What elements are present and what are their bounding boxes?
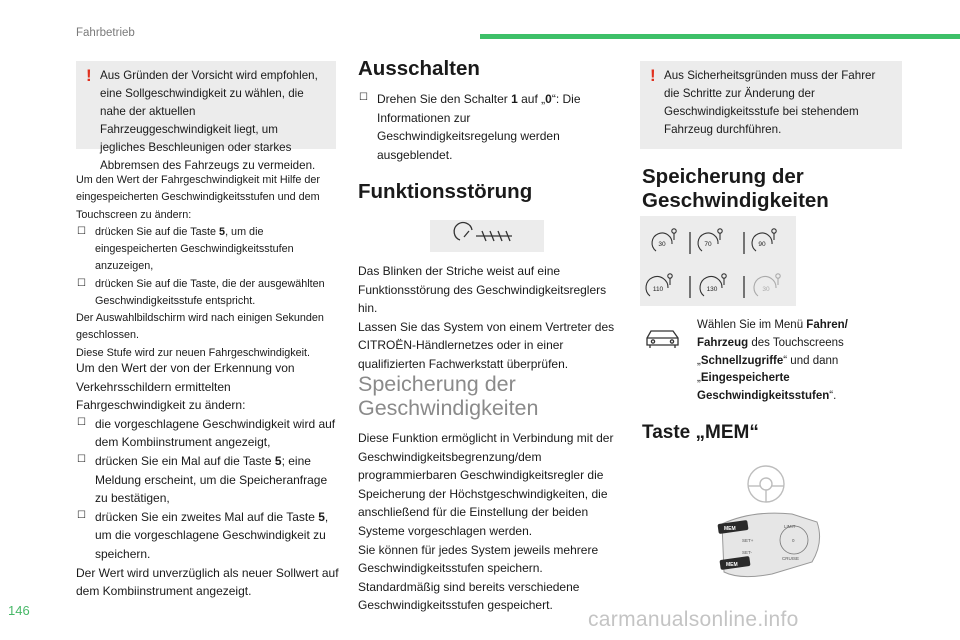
paragraph: Der Wert wird unverzüglich als neuer Sollwert auf dem Kombiinstrument angezeigt. [76,565,339,599]
bullet-checkbox-icon: ☐ [359,92,368,103]
speed-value: 30 [762,286,770,293]
touchscreen-instructions [76,172,338,362]
bullet-checkbox-icon: ☐ [77,509,86,521]
speed-value: 30 [658,241,666,248]
heading-speicherung-2: Speicherung der Geschwindigkeiten [642,165,829,212]
stalk-label: MEM [724,526,736,532]
paragraph: Standardmäßig sind bereits verschiedene Geschwindigkeitsstufen gespeichert. [358,579,580,613]
warning-text: Aus Gründen der Vorsicht wird empfohlen, eine Sollgeschwindigkeit zu wählen, die nahe der aktuellen Fahrzeuggeschwindigkeit liegt, um jegliches Beschleunigen oder starkes Abbremsen des Fahrzeugs zu vermeiden. [100,69,318,172]
section-rule [480,34,960,39]
heading-taste-mem: Taste „MEM“ [642,422,759,443]
malfunction-indicator-panel [430,220,544,252]
speed-presets-panel [640,216,796,306]
stalk-label: 0 [792,538,795,543]
paragraph: Lassen Sie das System von einem Vertreter des CITROËN-Händlernetzes oder in einer qualifizierten Fachwerkstatt überprüfen. [358,319,615,371]
bullet-checkbox-icon: ☐ [77,277,86,289]
paragraph: Um den Wert der von der Erkennung von Verkehrsschildern ermittelten Fahrgeschwindigkeit zu ändern: [76,361,295,413]
speed-value: 130 [706,286,718,293]
warning-icon: ! [650,66,656,85]
heading-funktionsstoerung: Funktionsstörung [358,180,533,203]
bullet-checkbox-icon: ☐ [77,416,86,428]
list-item: ☐ drücken Sie auf die Taste, die der ausgewählten Geschwindigkeitsstufe entspricht. [77,277,325,307]
sign-recognition-instructions [76,359,341,601]
watermark: carmanualsonline.info [588,608,799,631]
paragraph: Sie können für jedes System jeweils mehrere Geschwindigkeitsstufen speichern. [358,542,599,576]
stalk-label: LIMIT [784,524,796,529]
warning-text: Aus Sicherheitsgründen muss der Fahrer die Schritte zur Änderung der Geschwindigkeitsstufe bei stehendem Fahrzeug durchführen. [664,69,876,136]
stalk-label: SET+ [742,538,754,543]
menu-instruction: Wählen Sie im Menü Fahren/ Fahrzeug des Touchscreens „Schnellzugriffe“ und dann „Eingespeicherte Geschwindigkeitsstufen“. [697,319,848,403]
list-item: ☐ drücken Sie ein zweites Mal auf die Taste 5, um die vorgeschlagene Geschwindigkeit zu speichern. [77,509,329,561]
bullet-checkbox-icon: ☐ [77,225,86,237]
warning-icon: ! [86,66,92,85]
vehicle-menu-icon [643,325,683,351]
warning-box-2 [640,61,902,149]
ausschalten-text: ☐ Drehen Sie den Schalter 1 auf „0“: Die Informationen zur Geschwindigkeitsregelung werden ausgeblendet. [359,92,581,162]
stalk-label: CRUISE [782,556,800,561]
speed-value: 110 [652,286,664,293]
speedometer-dashes-icon [430,220,544,252]
stalk-label: MEM [726,562,738,568]
speed-value: 90 [758,241,766,248]
paragraph: Diese Funktion ermöglicht in Verbindung mit der Geschwindigkeitsbegrenzung/dem programmierbaren Geschwindigkeitsregler die Speicherung der Höchstgeschwindigkeiten, die anschließend für die Einstellung der beiden Systeme vorgeschlagen werden. [358,431,614,538]
speed-preset-gauges [640,216,796,306]
list-item: ☐ drücken Sie ein Mal auf die Taste 5; eine Meldung erscheint, um die Speicheranfrage zu bestätigen, [77,453,328,506]
speicherung-text [358,429,620,615]
paragraph: Der Auswahlbildschirm wird nach einigen Sekunden geschlossen. [76,312,324,342]
stalk-label: SET- [742,550,753,555]
speed-value: 70 [704,241,712,248]
bullet-checkbox-icon: ☐ [77,453,86,465]
page-number: 146 [8,603,30,618]
list-item: ☐ die vorgeschlagene Geschwindigkeit wird auf dem Kombiinstrument angezeigt, [77,416,336,450]
cruise-control-stalk-illustration [712,462,832,607]
warning-box-1 [76,61,336,172]
malfunction-text [358,262,620,374]
heading-speicherung: Speicherung der Geschwindigkeiten [358,372,539,421]
steering-wheel-icon [748,466,784,502]
section-title: Fahrbetrieb [76,27,135,39]
paragraph: Diese Stufe wird zur neuen Fahrgeschwindigkeit. [76,346,311,359]
list-item: ☐ drücken Sie auf die Taste 5, um die eingespeicherten Geschwindigkeitsstufen anzuzeigen, [77,225,294,273]
heading-ausschalten: Ausschalten [358,57,480,80]
paragraph: Um den Wert der Fahrgeschwindigkeit mit Hilfe der eingespeicherten Geschwindigkeitsstufen und dem Touchscreen zu ändern: [76,174,321,221]
paragraph: Das Blinken der Striche weist auf eine Funktionsstörung des Geschwindigkeitsreglers hin. [358,264,607,316]
